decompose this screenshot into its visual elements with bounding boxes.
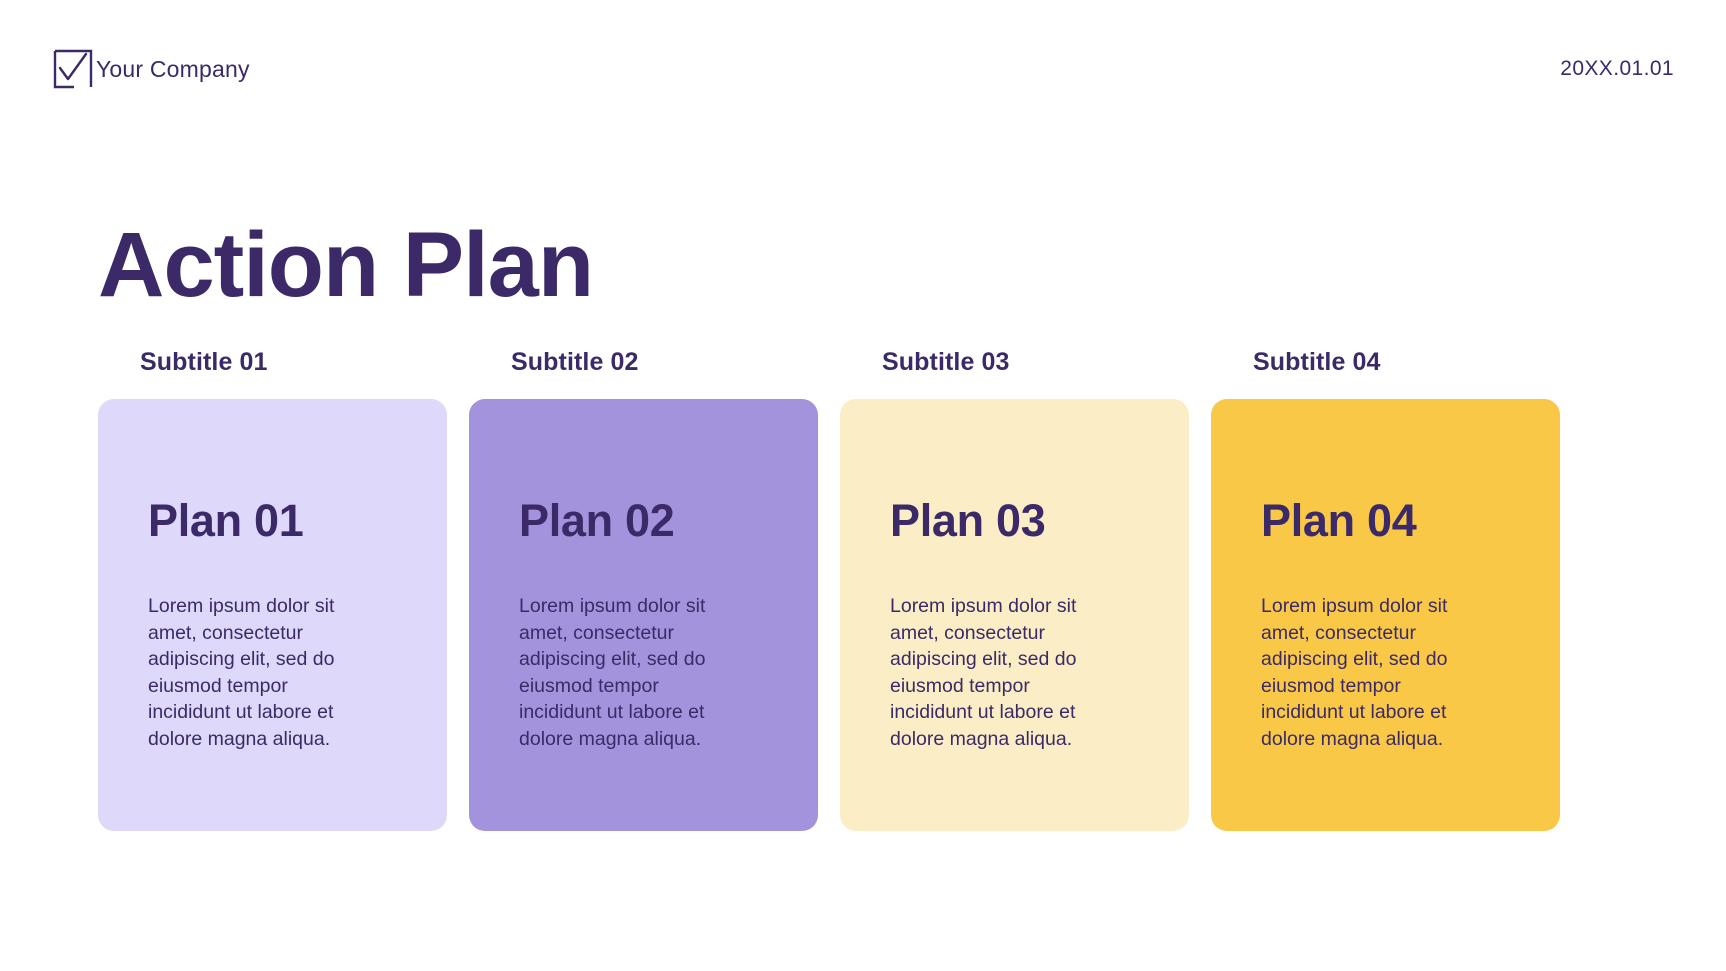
plan-title-3: Plan 03	[890, 495, 1046, 546]
plan-column-3	[840, 348, 1189, 831]
slide-header	[52, 48, 1674, 90]
plan-title-4: Plan 04	[1261, 495, 1417, 546]
subtitle-2: Subtitle 02	[511, 348, 639, 376]
plan-description-1: Lorem ipsum dolor sit amet, consectetur adipiscing elit, sed do eiusmod tempor incididunt ut labore et dolore magna aliqua.	[148, 595, 335, 750]
plan-column-4	[1211, 348, 1560, 831]
plan-card-1[interactable]	[98, 399, 447, 831]
subtitle-4: Subtitle 04	[1253, 348, 1381, 376]
plan-description-2: Lorem ipsum dolor sit amet, consectetur adipiscing elit, sed do eiusmod tempor incididunt ut labore et dolore magna aliqua.	[519, 595, 706, 750]
slide-date: 20XX.01.01	[1560, 57, 1674, 80]
plan-card-2[interactable]	[469, 399, 818, 831]
plan-column-1	[98, 348, 447, 831]
plan-cards-row	[98, 348, 1628, 831]
plan-description-3: Lorem ipsum dolor sit amet, consectetur adipiscing elit, sed do eiusmod tempor incididunt ut labore et dolore magna aliqua.	[890, 595, 1077, 750]
plan-title-1: Plan 01	[148, 495, 304, 546]
plan-column-2	[469, 348, 818, 831]
plan-description-4: Lorem ipsum dolor sit amet, consectetur adipiscing elit, sed do eiusmod tempor incididunt ut labore et dolore magna aliqua.	[1261, 595, 1448, 750]
company-logo-icon	[52, 48, 94, 90]
subtitle-3: Subtitle 03	[882, 348, 1010, 376]
plan-title-2: Plan 02	[519, 495, 675, 546]
subtitle-1: Subtitle 01	[140, 348, 268, 376]
brand	[52, 48, 250, 90]
plan-card-4[interactable]	[1211, 399, 1560, 831]
plan-card-3[interactable]	[840, 399, 1189, 831]
page-title: Action Plan	[98, 213, 594, 316]
company-name: Your Company	[96, 55, 250, 82]
